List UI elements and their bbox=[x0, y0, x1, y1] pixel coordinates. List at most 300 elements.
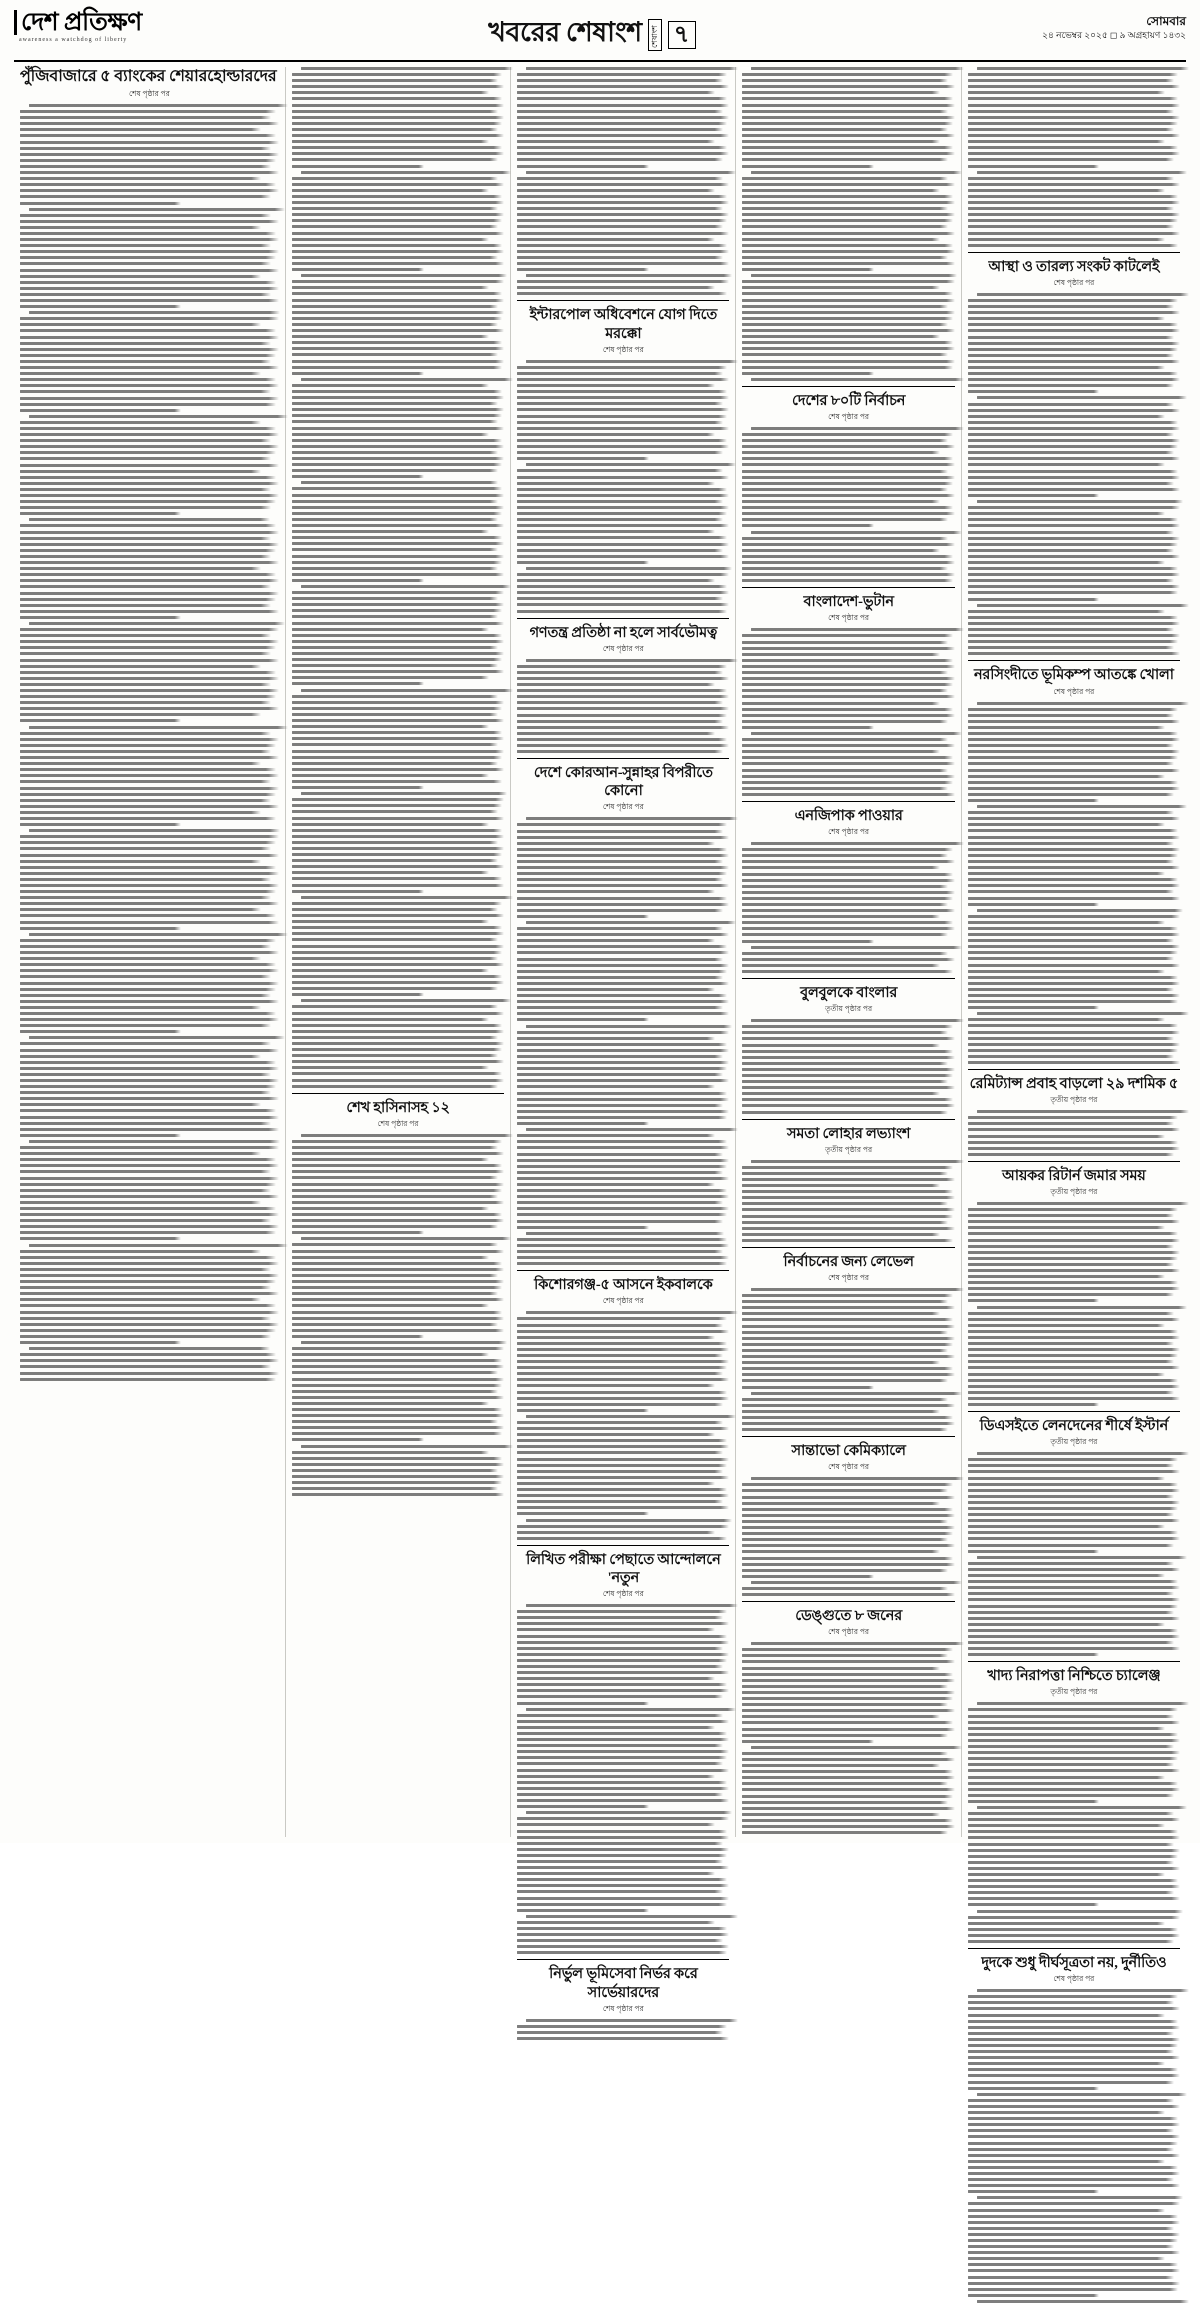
body-line bbox=[292, 146, 502, 149]
body-line bbox=[742, 1178, 954, 1181]
body-line bbox=[968, 567, 1178, 570]
body-line bbox=[20, 421, 261, 424]
article-headline[interactable]: নরসিংদীতে ভূমিকম্প আতঙ্কে খোলা bbox=[973, 667, 1174, 684]
body-line bbox=[292, 372, 424, 375]
body-line bbox=[742, 1489, 948, 1492]
section-divider bbox=[968, 1411, 1180, 1412]
body-line bbox=[29, 104, 288, 107]
body-line bbox=[968, 1000, 1178, 1003]
body-line bbox=[20, 269, 279, 272]
body-line bbox=[968, 116, 1180, 119]
body-line bbox=[517, 970, 727, 973]
article-headline[interactable]: শেখ হাসিনাসহ ১২ bbox=[346, 1099, 450, 1116]
body-line bbox=[742, 445, 954, 448]
article-body bbox=[742, 67, 954, 381]
body-line bbox=[968, 384, 1174, 387]
body-line bbox=[517, 1702, 649, 1705]
body-line bbox=[292, 963, 504, 966]
body-line bbox=[742, 567, 948, 570]
body-line bbox=[742, 518, 948, 521]
body-line bbox=[742, 1331, 948, 1334]
body-line bbox=[517, 1458, 729, 1461]
body-line bbox=[517, 665, 727, 668]
body-line bbox=[742, 1673, 952, 1676]
body-line bbox=[517, 945, 727, 948]
body-line bbox=[968, 848, 1180, 851]
body-line bbox=[517, 238, 714, 241]
body-line bbox=[292, 1219, 504, 1222]
section-divider bbox=[968, 1661, 1180, 1662]
body-line bbox=[968, 1024, 1178, 1027]
body-line bbox=[742, 860, 954, 863]
body-line bbox=[292, 1365, 504, 1368]
body-line bbox=[20, 1042, 271, 1045]
body-line bbox=[20, 1378, 276, 1381]
article-headline[interactable]: বুলবুলকে বাংলার bbox=[800, 985, 898, 1001]
body-line bbox=[968, 756, 1178, 759]
body-line bbox=[517, 1738, 729, 1741]
body-line bbox=[742, 1752, 948, 1755]
body-line bbox=[968, 366, 1165, 369]
body-line bbox=[292, 561, 502, 564]
continuation-note: শেষ পৃষ্ঠার পর bbox=[1053, 1974, 1095, 1984]
body-line bbox=[517, 903, 729, 906]
body-line bbox=[20, 579, 279, 582]
body-line bbox=[292, 335, 489, 338]
body-line bbox=[29, 1347, 270, 1350]
body-line bbox=[968, 336, 1174, 339]
body-line bbox=[517, 250, 729, 253]
body-line bbox=[968, 1049, 1178, 1052]
article-headline[interactable]: নির্বাচনের জন্য লেভেল bbox=[783, 1253, 914, 1270]
body-line bbox=[968, 1940, 1174, 1943]
body-line bbox=[517, 134, 729, 137]
body-line bbox=[20, 202, 181, 205]
article-headline[interactable]: লিখিত পরীক্ষা পেছাতে আন্দোলনে 'নতুন bbox=[526, 1551, 721, 1586]
body-line bbox=[742, 897, 952, 900]
article-headline[interactable]: ডিএসইতে লেনদেনের শীর্ষে ইস্টার্ন bbox=[979, 1418, 1169, 1435]
body-line bbox=[517, 610, 727, 613]
body-line bbox=[751, 427, 963, 430]
body-line bbox=[742, 1300, 948, 1303]
article-headline[interactable]: আস্থা ও তারল্য সংকট কাটলেই bbox=[988, 258, 1160, 275]
body-line bbox=[292, 91, 489, 94]
body-line bbox=[20, 293, 271, 296]
body-line bbox=[968, 769, 1180, 772]
article-headline[interactable]: সান্তাভো কেমিক্যালে bbox=[791, 1443, 906, 1460]
body-line bbox=[968, 2233, 1180, 2236]
body-line bbox=[292, 1347, 504, 1350]
body-line bbox=[968, 1135, 1165, 1138]
body-line bbox=[20, 793, 276, 796]
body-line bbox=[968, 1818, 1180, 1821]
body-line bbox=[517, 1226, 649, 1229]
article-headline[interactable]: দেশের ৮০টি নির্বাচন bbox=[792, 392, 906, 409]
body-line bbox=[517, 427, 729, 430]
body-line bbox=[20, 1170, 271, 1173]
article-headline[interactable]: কিশোরগঞ্জ-৫ আসনে ইকবালকে bbox=[534, 1277, 713, 1294]
body-line bbox=[968, 1519, 1180, 1522]
body-line bbox=[968, 957, 1174, 960]
body-line bbox=[968, 1653, 1100, 1656]
body-line bbox=[742, 1025, 952, 1028]
body-line bbox=[20, 177, 261, 180]
article-headline[interactable]: গণতন্ত্র প্রতিষ্ঠা না হলে সার্বভৌমত্ব bbox=[529, 624, 718, 641]
article-headline[interactable]: দুদকে শুধু দীর্ঘসূত্রতা নয়, দুর্নীতিও bbox=[981, 1955, 1167, 1972]
body-line bbox=[20, 1304, 276, 1307]
body-line bbox=[742, 1679, 954, 1682]
body-line bbox=[968, 1836, 1180, 1839]
body-line bbox=[742, 1379, 948, 1382]
body-line bbox=[742, 323, 948, 326]
body-line bbox=[517, 1012, 729, 1015]
article-body bbox=[517, 2019, 729, 2040]
body-line bbox=[517, 1165, 727, 1168]
body-line bbox=[29, 1036, 285, 1039]
article-headline[interactable]: ডেঙ্গুতে ৮ জনের bbox=[795, 1608, 903, 1625]
body-line bbox=[20, 823, 181, 826]
body-line bbox=[517, 1092, 727, 1095]
body-line bbox=[20, 573, 276, 576]
body-line bbox=[292, 926, 502, 929]
body-line bbox=[742, 927, 954, 930]
continuation-note: তৃতীয় পৃষ্ঠার পর bbox=[825, 1144, 873, 1154]
body-line bbox=[742, 1056, 954, 1059]
body-line bbox=[517, 1098, 729, 1101]
body-line bbox=[292, 975, 502, 978]
body-line bbox=[742, 1184, 939, 1187]
body-line bbox=[968, 610, 1165, 613]
body-line bbox=[968, 1623, 1165, 1626]
body-line bbox=[968, 750, 1180, 753]
body-line bbox=[292, 1469, 498, 1472]
body-line bbox=[968, 823, 1165, 826]
body-line bbox=[517, 1067, 727, 1070]
body-line bbox=[292, 1158, 489, 1161]
body-line bbox=[292, 884, 504, 887]
body-line bbox=[20, 165, 271, 168]
body-line bbox=[20, 476, 276, 479]
body-line bbox=[292, 1231, 424, 1234]
body-line bbox=[292, 1164, 502, 1167]
body-line bbox=[517, 116, 729, 119]
article-headline[interactable]: খাদ্য নিরাপত্তা নিশ্চিতে চ্যালেঞ্জ bbox=[987, 1668, 1161, 1685]
body-line bbox=[517, 2037, 729, 2040]
body-line bbox=[517, 1104, 723, 1107]
body-line bbox=[517, 378, 729, 381]
body-line bbox=[292, 1402, 489, 1405]
body-line bbox=[517, 1159, 729, 1162]
body-line bbox=[292, 725, 489, 728]
body-line bbox=[517, 1762, 723, 1765]
body-line bbox=[517, 457, 649, 460]
body-line bbox=[742, 1563, 954, 1566]
body-line bbox=[742, 1575, 874, 1578]
body-line bbox=[517, 469, 723, 472]
body-line bbox=[742, 128, 948, 131]
body-line bbox=[968, 775, 1165, 778]
body-line bbox=[517, 1781, 727, 1784]
article-headline[interactable]: পুঁজিবাজারে ৫ ব্যাংকের শেয়ারহোল্ডারদের bbox=[20, 68, 277, 85]
body-line bbox=[742, 1294, 952, 1297]
article-headline[interactable]: আয়কর রিটার্ন জমার সময় bbox=[1002, 1167, 1146, 1184]
body-line bbox=[292, 1359, 502, 1362]
body-line bbox=[742, 329, 954, 332]
body-line bbox=[968, 348, 1178, 351]
body-line bbox=[517, 232, 729, 235]
body-line bbox=[20, 1372, 279, 1375]
body-line bbox=[968, 994, 1180, 997]
body-line bbox=[292, 110, 498, 113]
section-badge: শেষাংশ bbox=[648, 19, 662, 51]
body-line bbox=[968, 2111, 1165, 2114]
body-line bbox=[517, 597, 723, 600]
body-line bbox=[968, 1629, 1178, 1632]
body-line bbox=[20, 232, 276, 235]
body-line bbox=[526, 2019, 738, 2022]
body-line bbox=[968, 2251, 1180, 2254]
body-line bbox=[968, 518, 1178, 521]
body-line bbox=[517, 1384, 714, 1387]
body-line bbox=[517, 1409, 649, 1412]
body-line bbox=[968, 494, 1100, 497]
article-headline[interactable]: বাংলাদেশ-ভুটান bbox=[803, 594, 894, 611]
body-line bbox=[968, 1379, 1178, 1382]
body-line bbox=[751, 378, 963, 381]
body-line bbox=[20, 817, 276, 820]
body-line bbox=[20, 262, 271, 265]
body-line bbox=[517, 1061, 729, 1064]
continuation-note: শেষ পৃষ্ঠার পর bbox=[828, 1627, 870, 1637]
body-line bbox=[292, 299, 504, 302]
body-line bbox=[292, 628, 489, 631]
body-line bbox=[968, 616, 1178, 619]
body-line bbox=[20, 494, 279, 497]
body-line bbox=[20, 122, 279, 125]
body-line bbox=[968, 360, 1180, 363]
body-line bbox=[20, 214, 271, 217]
body-line bbox=[968, 1617, 1180, 1620]
body-line bbox=[968, 549, 1174, 552]
article-headline[interactable]: রেমিট্যান্স প্রবাহ বাড়লো ২৯ দশমিক ৫ bbox=[969, 1076, 1179, 1093]
body-line bbox=[292, 427, 504, 430]
body-line bbox=[742, 1508, 952, 1511]
body-line bbox=[292, 207, 498, 210]
body-line bbox=[742, 1355, 954, 1358]
body-line bbox=[20, 439, 271, 442]
body-line bbox=[968, 836, 1180, 839]
body-line bbox=[968, 512, 1165, 515]
body-line bbox=[968, 2001, 1174, 2004]
body-line bbox=[20, 1323, 279, 1326]
body-line bbox=[517, 964, 729, 967]
body-line bbox=[517, 201, 729, 204]
body-line bbox=[968, 1586, 1180, 1589]
body-line bbox=[968, 628, 1174, 631]
body-line bbox=[517, 433, 714, 436]
body-line bbox=[742, 268, 874, 271]
body-line bbox=[968, 964, 1180, 967]
body-line bbox=[517, 1476, 729, 1479]
body-line bbox=[742, 1483, 952, 1486]
body-line bbox=[968, 1153, 1174, 1156]
body-line bbox=[517, 1909, 649, 1912]
body-line bbox=[292, 524, 504, 527]
body-line bbox=[517, 1488, 727, 1491]
body-line bbox=[20, 195, 271, 198]
body-line bbox=[517, 1342, 727, 1345]
body-line bbox=[742, 885, 948, 888]
article-headline[interactable]: ইন্টারপোল অধিবেশনে যোগ দিতে মরক্কো bbox=[529, 307, 718, 342]
body-line bbox=[742, 940, 874, 943]
article-headline[interactable]: সমতা লোহার লভ্যাংশ bbox=[786, 1125, 911, 1142]
body-line bbox=[292, 707, 502, 710]
body-line bbox=[29, 622, 285, 625]
body-line bbox=[517, 1659, 727, 1662]
body-line bbox=[292, 567, 498, 570]
body-line bbox=[292, 396, 504, 399]
body-line bbox=[20, 610, 279, 613]
body-line bbox=[968, 1843, 1174, 1846]
body-line bbox=[292, 1201, 504, 1204]
body-line bbox=[968, 1287, 1180, 1290]
body-line bbox=[20, 902, 279, 905]
body-line bbox=[968, 1537, 1180, 1540]
article-headline[interactable]: এনজিপাক পাওয়ার bbox=[794, 807, 903, 824]
body-line bbox=[292, 268, 424, 271]
body-line bbox=[292, 116, 504, 119]
body-line bbox=[517, 512, 727, 515]
body-line bbox=[20, 1079, 279, 1082]
body-line bbox=[517, 1336, 714, 1339]
body-line bbox=[968, 1745, 1174, 1748]
body-line bbox=[742, 781, 952, 784]
body-line bbox=[977, 1702, 1189, 1705]
body-line bbox=[977, 2300, 1189, 2303]
page-number: ৭ bbox=[668, 21, 696, 49]
section-divider bbox=[292, 1093, 504, 1094]
body-line bbox=[517, 1817, 729, 1820]
body-line bbox=[742, 1172, 948, 1175]
body-line bbox=[20, 336, 279, 339]
body-line bbox=[517, 872, 727, 875]
body-line bbox=[292, 743, 498, 746]
body-line bbox=[292, 859, 498, 862]
body-line bbox=[968, 781, 1178, 784]
article-headline[interactable]: নির্ভুল ভূমিসেবা নির্ভর করে সার্ভেয়ারদের bbox=[549, 1966, 698, 2001]
body-line bbox=[517, 390, 727, 393]
body-line bbox=[20, 506, 271, 509]
body-line bbox=[968, 1611, 1174, 1614]
body-line bbox=[742, 97, 952, 100]
body-line bbox=[20, 1292, 279, 1295]
body-line bbox=[20, 1317, 271, 1320]
body-line bbox=[292, 104, 504, 107]
body-line bbox=[968, 1733, 1178, 1736]
body-line bbox=[292, 798, 504, 801]
body-line bbox=[742, 891, 954, 894]
body-line bbox=[968, 2142, 1178, 2145]
body-line bbox=[968, 1214, 1174, 1217]
body-line bbox=[968, 2178, 1174, 2181]
body-line bbox=[292, 597, 498, 600]
body-line bbox=[517, 591, 729, 594]
body-line bbox=[517, 543, 729, 546]
body-line bbox=[292, 500, 498, 503]
body-line bbox=[968, 85, 1180, 88]
body-line bbox=[20, 1061, 276, 1064]
body-line bbox=[968, 1873, 1165, 1876]
body-line bbox=[742, 1239, 952, 1242]
body-line bbox=[20, 1365, 271, 1368]
body-line bbox=[292, 609, 502, 612]
body-line bbox=[968, 2056, 1180, 2059]
body-line bbox=[742, 1166, 952, 1169]
body-line bbox=[742, 1312, 939, 1315]
article-headline[interactable]: দেশে কোরআন-সুন্নাহর বিপরীতে কোনো bbox=[533, 765, 713, 800]
body-line bbox=[742, 549, 939, 552]
body-line bbox=[968, 1385, 1180, 1388]
body-line bbox=[968, 939, 1174, 942]
body-line bbox=[517, 1397, 729, 1400]
body-line bbox=[742, 1398, 948, 1401]
body-line bbox=[968, 1495, 1174, 1498]
body-line bbox=[968, 1312, 1174, 1315]
body-line bbox=[301, 585, 511, 588]
body-line bbox=[292, 1262, 502, 1265]
body-line bbox=[968, 244, 1178, 247]
body-line bbox=[742, 439, 948, 442]
body-line bbox=[20, 738, 279, 741]
body-line bbox=[517, 1372, 723, 1375]
body-line bbox=[968, 415, 1165, 418]
body-line bbox=[742, 958, 954, 961]
body-line bbox=[20, 549, 276, 552]
body-line bbox=[292, 713, 498, 716]
body-line bbox=[20, 500, 276, 503]
body-line bbox=[517, 152, 729, 155]
body-line bbox=[526, 659, 738, 662]
body-line bbox=[968, 317, 1165, 320]
body-line bbox=[517, 1775, 714, 1778]
body-line bbox=[742, 879, 954, 882]
body-line bbox=[20, 914, 276, 917]
body-line bbox=[968, 201, 1180, 204]
body-line bbox=[968, 219, 1178, 222]
body-line bbox=[742, 1050, 952, 1053]
body-line bbox=[20, 1286, 271, 1289]
body-line bbox=[968, 1330, 1178, 1333]
body-line bbox=[517, 994, 727, 997]
body-line bbox=[968, 146, 1178, 149]
body-line bbox=[968, 1348, 1180, 1351]
body-line bbox=[517, 488, 727, 491]
body-line bbox=[517, 1665, 723, 1668]
body-line bbox=[292, 256, 498, 259]
body-line bbox=[517, 1055, 723, 1058]
body-line bbox=[292, 1298, 504, 1301]
body-line bbox=[20, 1085, 276, 1088]
body-line bbox=[742, 79, 948, 82]
body-line bbox=[742, 1190, 952, 1193]
body-line bbox=[292, 1079, 504, 1082]
col-3 bbox=[511, 67, 736, 2013]
body-line bbox=[517, 1695, 723, 1698]
body-line bbox=[20, 561, 279, 564]
body-line bbox=[742, 1086, 954, 1089]
body-line bbox=[968, 829, 1178, 832]
body-line bbox=[968, 1715, 1174, 1718]
